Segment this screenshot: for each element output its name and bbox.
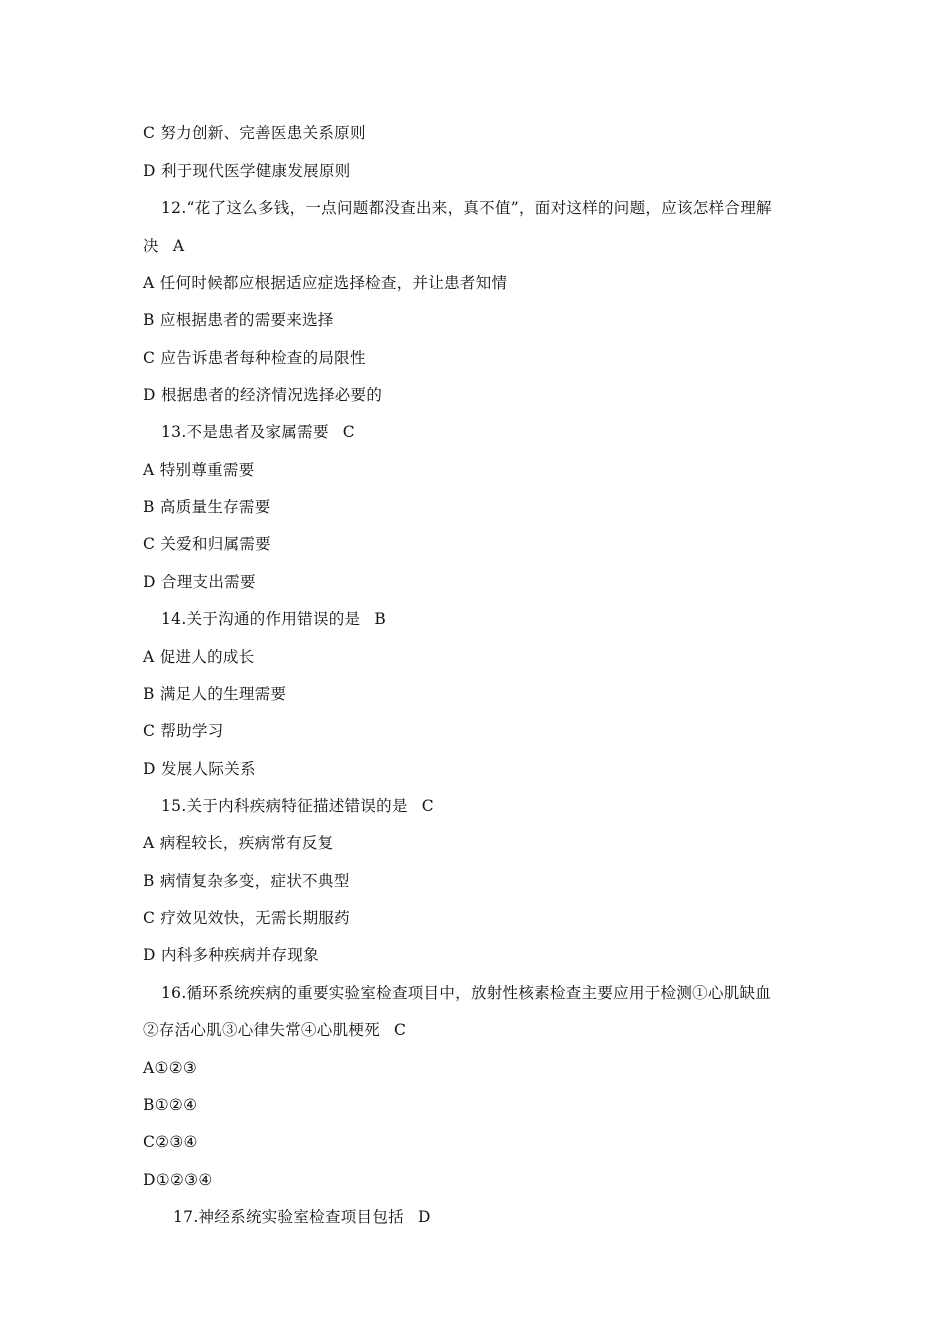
question-15-answer: C (421, 797, 434, 815)
question-15: 15.关于内科疾病特征描述错误的是 C (161, 797, 434, 815)
option-b: B 满足人的生理需要 (143, 685, 287, 703)
option-c: C 努力创新、完善医患关系原则 (143, 124, 366, 142)
question-12: 12.“花了这么多钱，一点问题都没查出来，真不值”，面对这样的问题，应该怎样合理解 (161, 199, 772, 217)
option-a: A 任何时候都应根据适应症选择检查，并让患者知情 (143, 274, 508, 292)
question-13-answer: C (342, 423, 355, 441)
option-c: C 关爱和归属需要 (143, 535, 271, 553)
option-a: A①②③ (143, 1059, 198, 1077)
question-12-continuation: 决 A (143, 237, 185, 255)
question-16-continuation: ②存活心肌③心律失常④心肌梗死 C (143, 1021, 407, 1039)
option-b: B 病情复杂多变，症状不典型 (143, 872, 350, 890)
option-a: A 特别尊重需要 (143, 461, 255, 479)
option-b: B①②④ (143, 1096, 198, 1114)
question-12-answer: A (172, 237, 185, 255)
option-c: C 疗效见效快，无需长期服药 (143, 909, 350, 927)
option-b: B 应根据患者的需要来选择 (143, 311, 334, 329)
question-17-answer: D (417, 1208, 431, 1226)
option-d: D 合理支出需要 (143, 573, 256, 591)
option-c: C 应告诉患者每种检查的局限性 (143, 349, 366, 367)
option-a: A 病程较长，疾病常有反复 (143, 834, 334, 852)
question-16-answer: C (394, 1021, 407, 1039)
option-c: C②③④ (143, 1133, 198, 1151)
question-14-answer: B (374, 610, 387, 628)
option-c: C 帮助学习 (143, 722, 224, 740)
option-d: D 内科多种疾病并存现象 (143, 946, 319, 964)
question-13: 13.不是患者及家属需要 C (161, 423, 355, 441)
question-17: 17.神经系统实验室检查项目包括 D (173, 1208, 431, 1226)
question-14: 14.关于沟通的作用错误的是 B (161, 610, 387, 628)
option-b: B 高质量生存需要 (143, 498, 271, 516)
option-d: D 根据患者的经济情况选择必要的 (143, 386, 383, 404)
option-a: A 促进人的成长 (143, 648, 255, 666)
option-d: D①②③④ (143, 1171, 213, 1189)
option-d: D 发展人际关系 (143, 760, 256, 778)
question-16: 16.循环系统疾病的重要实验室检查项目中，放射性核素检查主要应用于检测①心肌缺血 (161, 984, 772, 1002)
option-d: D 利于现代医学健康发展原则 (143, 162, 351, 180)
